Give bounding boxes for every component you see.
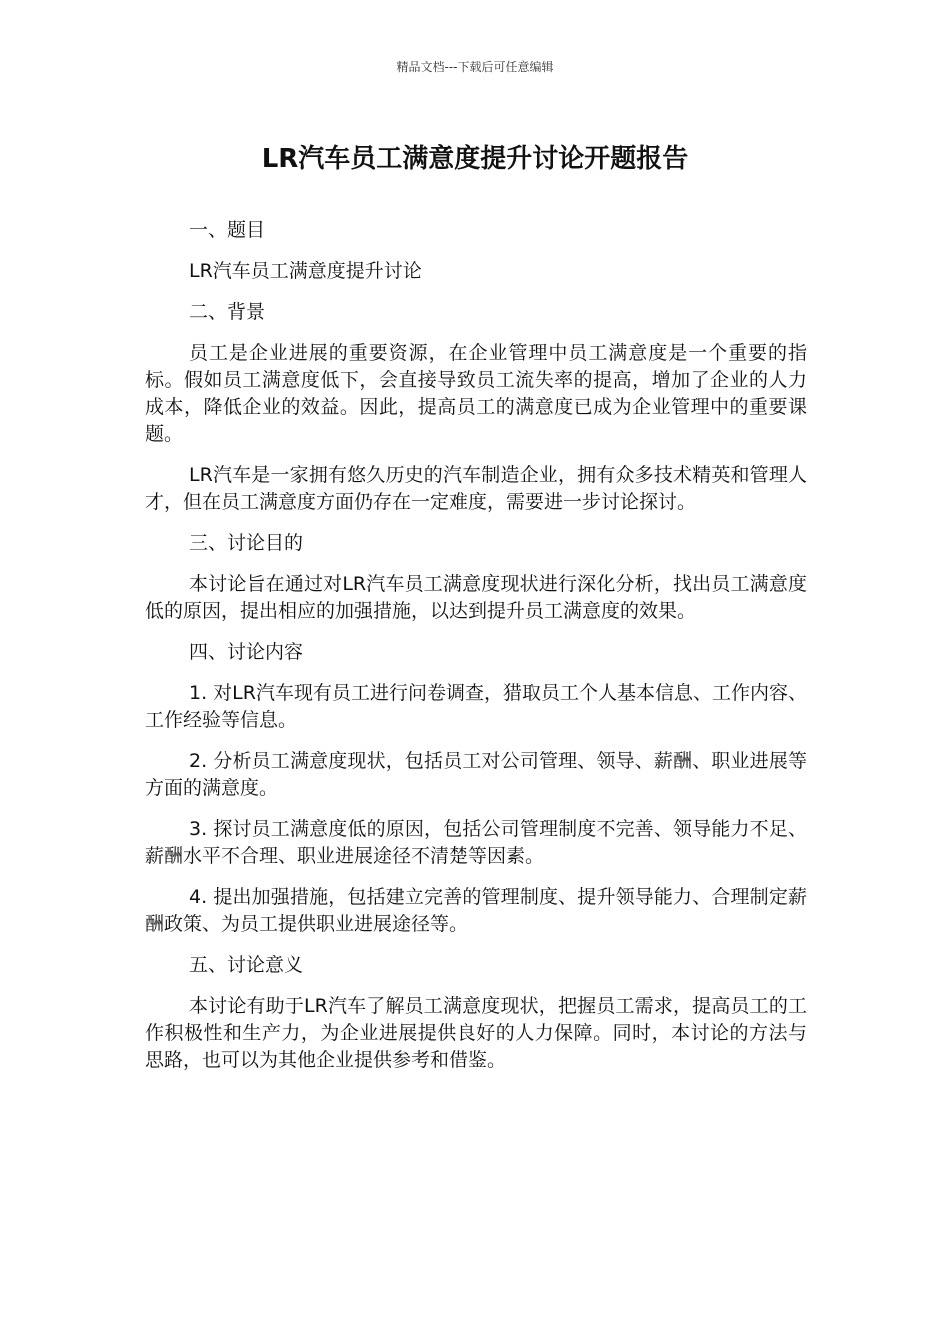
topic-text: LR汽车员工满意度提升讨论 <box>189 260 422 282</box>
significance-paragraph: 本讨论有助于LR汽车了解员工满意度现状，把握员工需求，提高员工的工作积极性和生产力，为企业进展提供良好的人力保障。同时，本讨论的方法与思路，也可以为其他企业提供参考和借鉴。 <box>145 995 807 1071</box>
background-paragraph: LR汽车是一家拥有悠久历史的汽车制造企业，拥有众多技术精英和管理人才，但在员工满意度方面仍存在一定难度，需要进一步讨论探讨。 <box>145 464 807 513</box>
background-paragraph: 员工是企业进展的重要资源，在企业管理中员工满意度是一个重要的指标。假如员工满意度低下，会直接导致员工流失率的提高，增加了企业的人力成本，降低企业的效益。因此，提高员工的满意度已成为企业管理中的重要课题。 <box>145 342 807 445</box>
content-item: 2. 分析员工满意度现状，包括员工对公司管理、领导、薪酬、职业进展等方面的满意度。 <box>145 750 807 799</box>
content-item: 4. 提出加强措施，包括建立完善的管理制度、提升领导能力、合理制定薪酬政策、为员工提供职业进展途径等。 <box>145 886 807 935</box>
section-heading-purpose: 三、讨论目的 <box>189 532 304 554</box>
content-item: 3. 探讨员工满意度低的原因，包括公司管理制度不完善、领导能力不足、薪酬水平不合理、职业进展途径不清楚等因素。 <box>145 818 807 867</box>
section-heading-significance: 五、讨论意义 <box>189 954 304 976</box>
section-heading-topic: 一、题目 <box>189 219 266 241</box>
purpose-paragraph: 本讨论旨在通过对LR汽车员工满意度现状进行深化分析，找出员工满意度低的原因，提出相应的加强措施，以达到提升员工满意度的效果。 <box>145 573 807 622</box>
section-heading-background: 二、背景 <box>189 301 266 323</box>
header-note: 精品文档---下载后可任意编辑 <box>396 60 554 74</box>
document-title: LR汽车员工满意度提升讨论开题报告 <box>261 144 689 174</box>
content-item: 1. 对LR汽车现有员工进行问卷调查，猎取员工个人基本信息、工作内容、工作经验等信息。 <box>145 682 807 731</box>
section-heading-content: 四、讨论内容 <box>189 641 304 663</box>
document-body <box>145 217 807 1088</box>
